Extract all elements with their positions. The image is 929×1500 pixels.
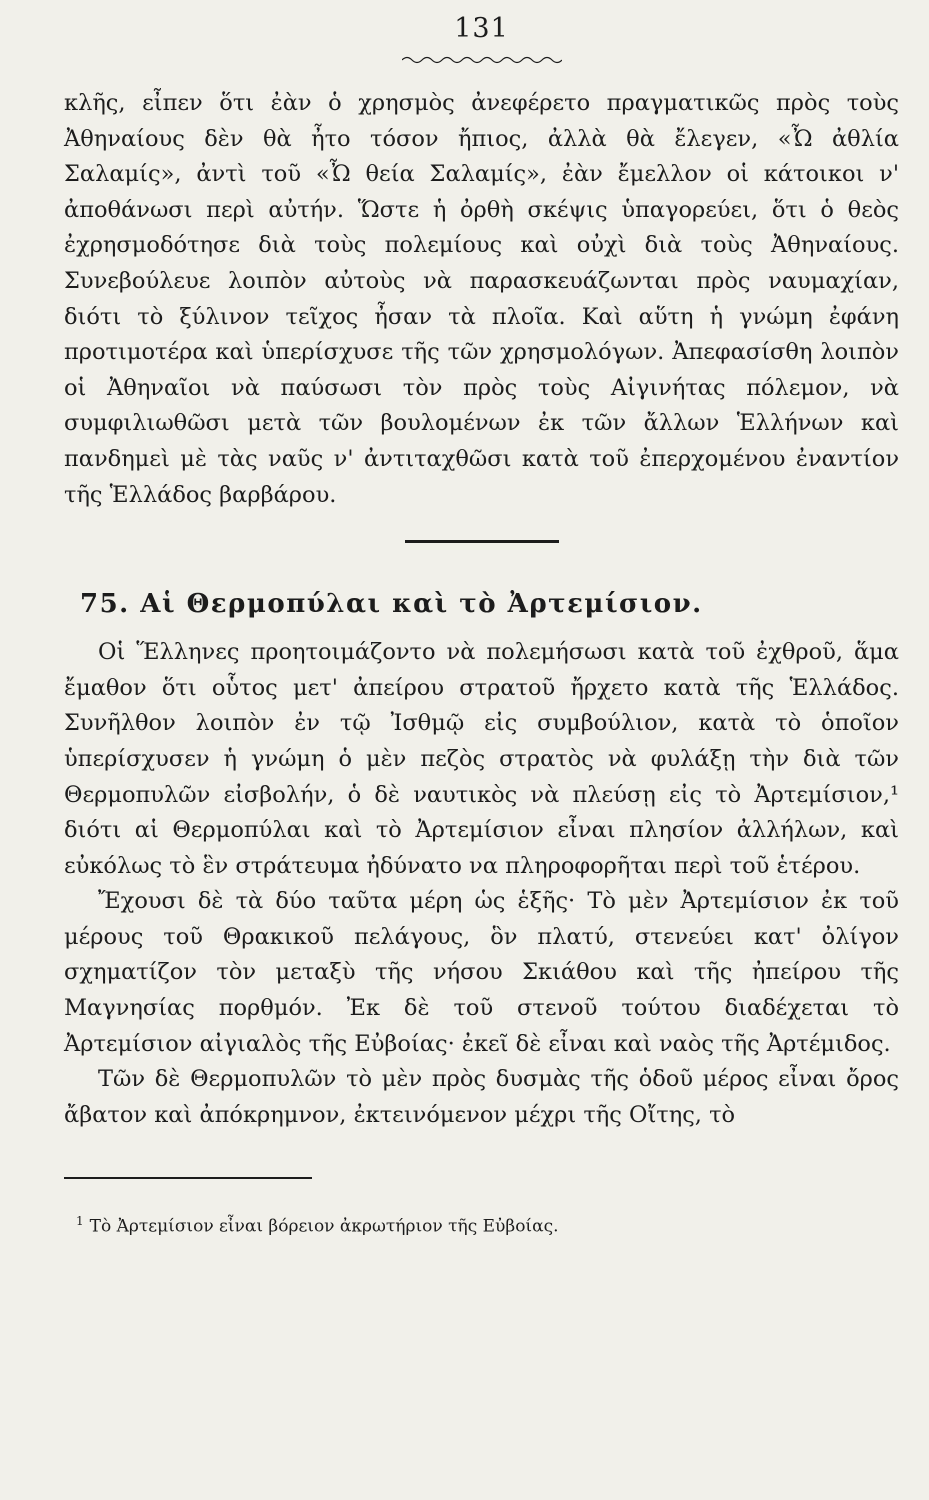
section-paragraph: Ἔχουσι δὲ τὰ δύο ταῦτα μέρη ὡς ἑξῆς· Τὸ μὲν Ἀρτεμίσιον ἐκ τοῦ μέρους τοῦ Θρακικοῦ πελάγους, ὃν πλατύ, στενεύει κατ' ὀλίγον σχηματίζον τὸν μεταξὺ τῆς νήσου Σκιάθου καὶ τῆς ἠπείρου τῆς Μαγνησίας πορθμόν. Ἐκ δὲ τοῦ στενοῦ τούτου διαδέχεται τὸ Ἀρτεμίσιον αἰγιαλὸς τῆς Εὐβοίας· ἐκεῖ δὲ εἶναι καὶ ναὸς τῆς Ἀρτέμιδος. [64, 888, 899, 1057]
footnote-divider [64, 1177, 312, 1179]
wavy-ornament-icon [402, 54, 562, 66]
section-paragraph: Οἱ Ἕλληνες προητοιμάζοντο νὰ πολεμήσωσι κατὰ τοῦ ἐχθροῦ, ἅμα ἔμαθον ὅτι οὗτος μετ' ἀπείρου στρατοῦ ἤρχετο κατὰ τῆς Ἑλλάδος. Συνῆλθον λοιπὸν ἐν τῷ Ἰσθμῷ εἰς συμβούλιον, κατὰ τὸ ὁποῖον ὑπερίσχυσεν ἡ γνώμη ὁ μὲν πεζὸς στρατὸς νὰ φυλάξῃ τὴν διὰ τῶν Θερμοπυλῶν εἰσβολήν, ὁ δὲ ναυτικὸς νὰ πλεύσῃ εἰς τὸ Ἀρτεμίσιον,¹ διότι αἱ Θερμοπύλαι καὶ τὸ Ἀρτεμίσιον εἶναι πλησίον ἀλλήλων, καὶ εὐκόλως τὸ ἓν στράτευμα ἠδύνατο να πληροφορῆται περὶ τοῦ ἑτέρου. [64, 639, 899, 879]
section-divider [405, 540, 559, 543]
section-paragraph: Τῶν δὲ Θερμοπυλῶν τὸ μὲν πρὸς δυσμὰς τῆς ὁδοῦ μέρος εἶναι ὄρος ἄβατον καὶ ἀπόκρημνον, ἐκτεινόμενον μέχρι τῆς Οἴτης, τὸ [64, 1066, 899, 1128]
page-number: 131 [454, 13, 509, 44]
footnote-mark: 1 [76, 1214, 84, 1229]
opening-paragraph: κλῆς, εἶπεν ὅτι ἐὰν ὁ χρησμὸς ἀνεφέρετο πραγματικῶς πρὸς τοὺς Ἀθηναίους δὲν θὰ ἦτο τόσον ἤπιος, ἀλλὰ θὰ ἔλεγεν, «Ὦ ἀθλία Σαλαμίς», ἀντὶ τοῦ «Ὦ θεία Σαλαμίς», ἐὰν ἔμελλον οἱ κάτοικοι ν' ἀποθάνωσι περὶ αὐτήν. Ὥστε ἡ ὀρθὴ σκέψις ὑπαγορεύει, ὅτι ὁ θεὸς ἐχρησμοδότησε διὰ τοὺς πολεμίους καὶ οὐχὶ διὰ τοὺς Ἀθηναίους. Συνεβούλευε λοιπὸν αὐτοὺς νὰ παρασκευάζωνται πρὸς ναυμαχίαν, διότι τὸ ξύλινον τεῖχος ἦσαν τὰ πλοῖα. Καὶ αὕτη ἡ γνώμη ἐφάνη προτιμοτέρα καὶ ὑπερίσχυσε τῆς τῶν χρησμολόγων. Ἀπεφασίσθη λοιπὸν οἱ Ἀθηναῖοι νὰ παύσωσι τὸν πρὸς τοὺς Αἰγινήτας πόλεμον, νὰ συμφιλιωθῶσι μετὰ τῶν βουλομένων ἐκ τῶν ἄλλων Ἑλλήνων καὶ πανδημεὶ μὲ τὰς ναῦς ν' ἀντιταχθῶσι κατὰ τοῦ ἐπερχομένου ἐναντίον τῆς Ἑλλάδος βαρβάρου. [64, 90, 899, 508]
footnote-text: Τὸ Ἀρτεμίσιον εἶναι βόρειον ἀκρωτήριον τῆς Εὐβοίας. [89, 1217, 559, 1238]
section-heading: 75. Αἱ Θερμοπύλαι καὶ τὸ Ἀρτεμίσιον. [80, 589, 703, 620]
footnote [64, 1209, 899, 1239]
section-body [64, 635, 899, 1133]
main-text [64, 86, 899, 513]
